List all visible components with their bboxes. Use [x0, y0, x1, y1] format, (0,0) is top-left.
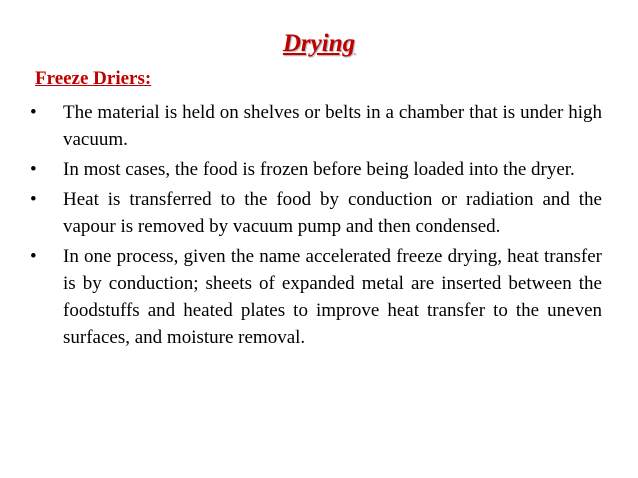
bullet-text: In most cases, the food is frozen before being loaded into the dryer. — [63, 159, 575, 180]
bullet-list — [22, 99, 602, 354]
bullet-icon: • — [30, 102, 37, 123]
bullet-text: Heat is transferred to the food by conduction or radiation and the vapour is removed by vacuum pump and then condensed. — [63, 189, 602, 237]
slide-title: Drying — [282, 30, 356, 57]
bullet-item — [22, 186, 602, 240]
bullet-item — [22, 99, 602, 153]
bullet-item — [22, 243, 602, 351]
bullet-icon: • — [30, 246, 37, 267]
bullet-icon: • — [30, 189, 37, 210]
bullet-item — [22, 156, 602, 183]
bullet-icon: • — [30, 159, 37, 180]
bullet-text: The material is held on shelves or belts in a chamber that is under high vacuum. — [63, 102, 602, 150]
bullet-text: In one process, given the name accelerated freeze drying, heat transfer is by conduction; sheets of expanded metal are inserted between the foodstuffs and heated plates to improve heat transfer to the uneven surfaces, and moisture removal. — [63, 246, 602, 348]
section-subheading: Freeze Driers: — [35, 68, 152, 89]
